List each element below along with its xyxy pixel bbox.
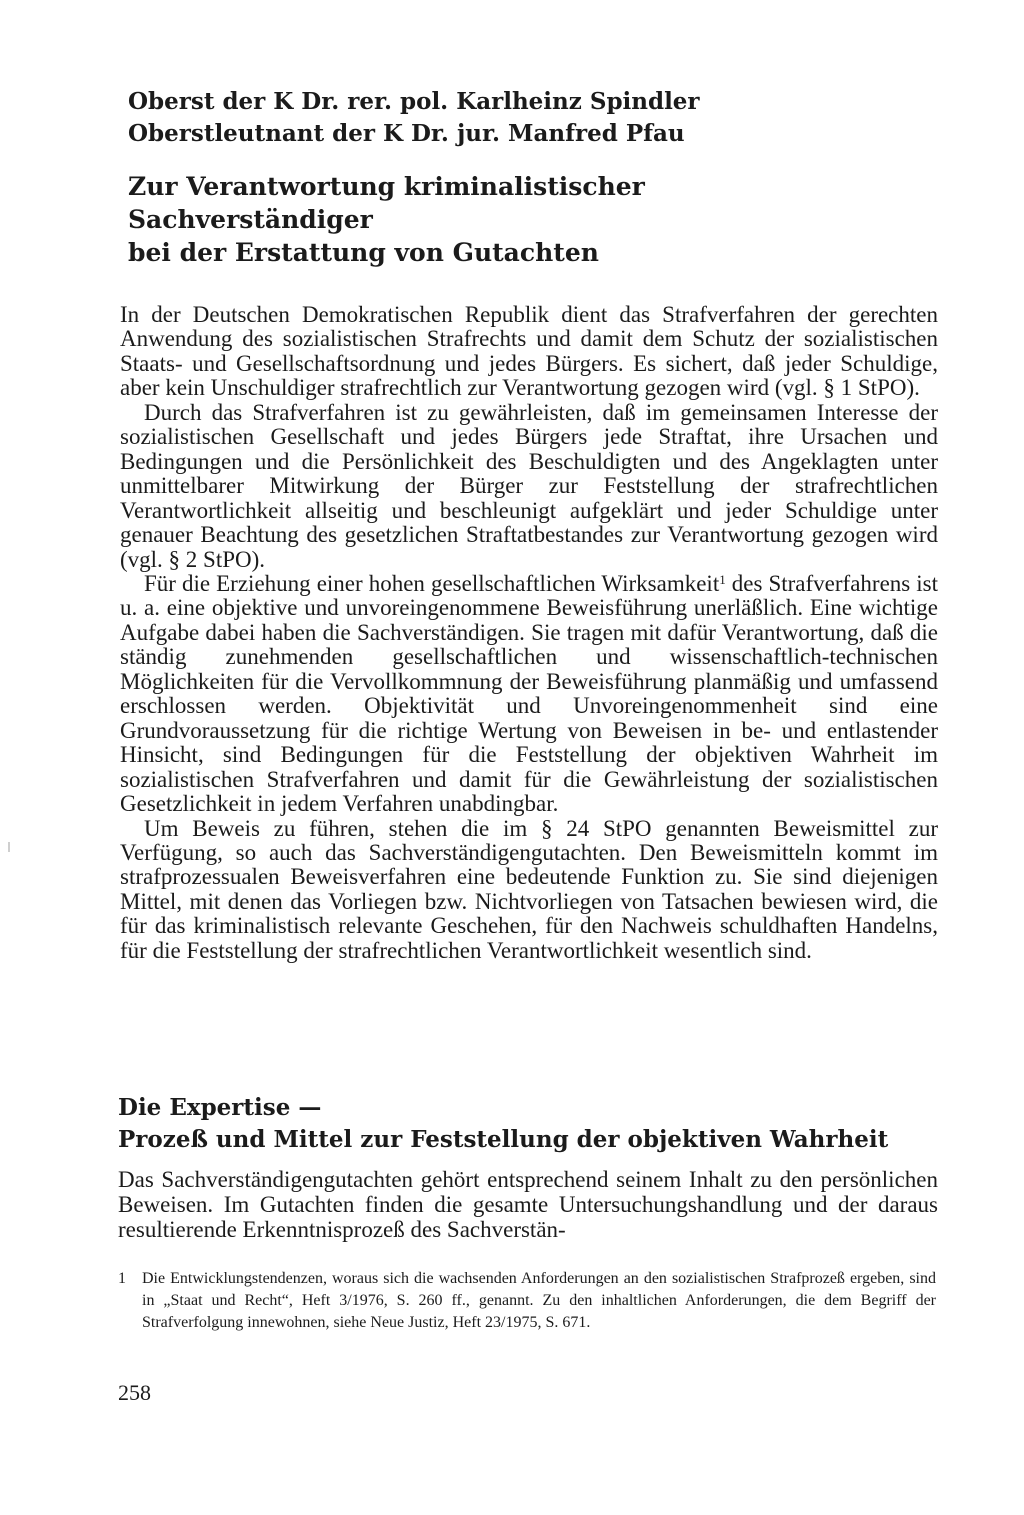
section-body — [118, 1167, 938, 1242]
footnote-text: Die Entwicklungstendenzen, woraus sich die wachsenden Anforderungen an den sozialistischen Strafprozeß ergeben, sind in „Staat und Recht“, Heft 3/1976, S. 260 ff., genannt. Zu den inhaltlichen Anforderungen, die dem Begriff der Strafverfolgung innewohnen, siehe Neue Justiz, Heft 23/1975, S. 671. — [142, 1270, 936, 1331]
author-block — [128, 86, 928, 150]
scan-artifact — [8, 842, 10, 852]
title-line: Zur Verantwortung kriminalistischer — [128, 172, 645, 201]
title-line: bei der Erstattung von Gutachten — [128, 238, 599, 267]
paragraph-text: Für die Erziehung einer hohen gesellschaftlichen Wirksamkeit — [144, 570, 720, 596]
body-paragraph: Das Sachverständigengutachten gehört entsprechend seinem Inhalt zu den persönlichen Beweisen. Im Gutachten finden die gesamte Untersuchungshandlung und der daraus resultierende Erkenntnisprozeß des Sachverstän- — [118, 1167, 938, 1242]
page-number: 258 — [118, 1380, 151, 1405]
body-paragraph: Durch das Strafverfahren ist zu gewährleisten, daß im gemeinsamen Interesse der sozialistischen Gesellschaft und jedes Bürgers jede Straftat, ihre Ursachen und Bedingungen und die Persönlichkeit des Beschuldigten und des Angeklagten unter unmittelbarer Mitwirkung der Bürger zur Feststellung der strafrechtlichen Verantwortlichkeit allseitig und beschleunigt aufgeklärt und jeder Schuldige unter genauer Beachtung des gesetzlichen Straftatbestandes zur Verantwortung gezogen wird (vgl. § 2 StPO). — [120, 399, 938, 572]
section-heading — [118, 1092, 938, 1156]
body-paragraph: Um Beweis zu führen, stehen die im § 24 StPO genannten Beweismittel zur Verfügung, so auch das Sachverständigengutachten. Den Beweismitteln kommt im strafprozessualen Beweisverfahren eine bedeutende Funktion zu. Sie sind diejenigen Mittel, mit denen das Vorliegen bzw. Nichtvorliegen von Tatsachen bewiesen wird, die für das kriminalistisch relevante Geschehen, für den Nachweis schuldhaften Handelns, für die Feststellung der strafrechtlichen Verantwortlichkeit wesentlich sind. — [120, 815, 938, 963]
footnote-reference: 1 — [719, 571, 726, 587]
section-heading-line: Die Expertise — — [118, 1094, 322, 1121]
section-heading-line: Prozeß und Mittel zur Feststellung der objektiven Wahrheit — [118, 1126, 889, 1153]
footnote — [118, 1268, 936, 1334]
title-line: Sachverständiger — [128, 205, 373, 234]
footnote-marker: 1 — [118, 1270, 126, 1287]
article-body — [120, 303, 938, 963]
article-title — [128, 170, 928, 269]
paragraph-text: des Strafverfahrens ist u. a. eine objektive und unvoreingenommene Beweisführung unerläßlich. Eine wichtige Aufgabe dabei haben die Sachverständigen. Sie tragen mit dafür Verantwortung, daß die ständig zunehmenden gesellschaftlichen und wissenschaftlich-technischen Möglichkeiten für die Vervollkommnung der Beweisführung planmäßig und umfassend erschlossen werden. Objektivität und Unvoreingenommenheit sind eine Grundvoraussetzung für die richtige Wertung von Beweisen in be- und entlastender Hinsicht, sind Bedingungen für die Feststellung der objektiven Wahrheit im sozialistischen Strafverfahren und damit für die Gewährleistung der sozialistischen Gesetzlichkeit in jedem Verfahren unabdingbar. — [120, 570, 938, 817]
body-paragraph — [120, 572, 938, 817]
body-paragraph: In der Deutschen Demokratischen Republik dient das Strafverfahren der gerechten Anwendung des sozialistischen Strafrechts und damit dem Schutz der sozialistischen Staats- und Gesellschaftsordnung und jedes Bürgers. Es sichert, daß jeder Schuldige, aber kein Unschuldiger strafrechtlich zur Verantwortung gezogen wird (vgl. § 1 StPO). — [120, 302, 938, 401]
author-line: Oberst der K Dr. rer. pol. Karlheinz Spindler — [128, 88, 700, 115]
author-line: Oberstleutnant der K Dr. jur. Manfred Pfau — [128, 120, 685, 147]
